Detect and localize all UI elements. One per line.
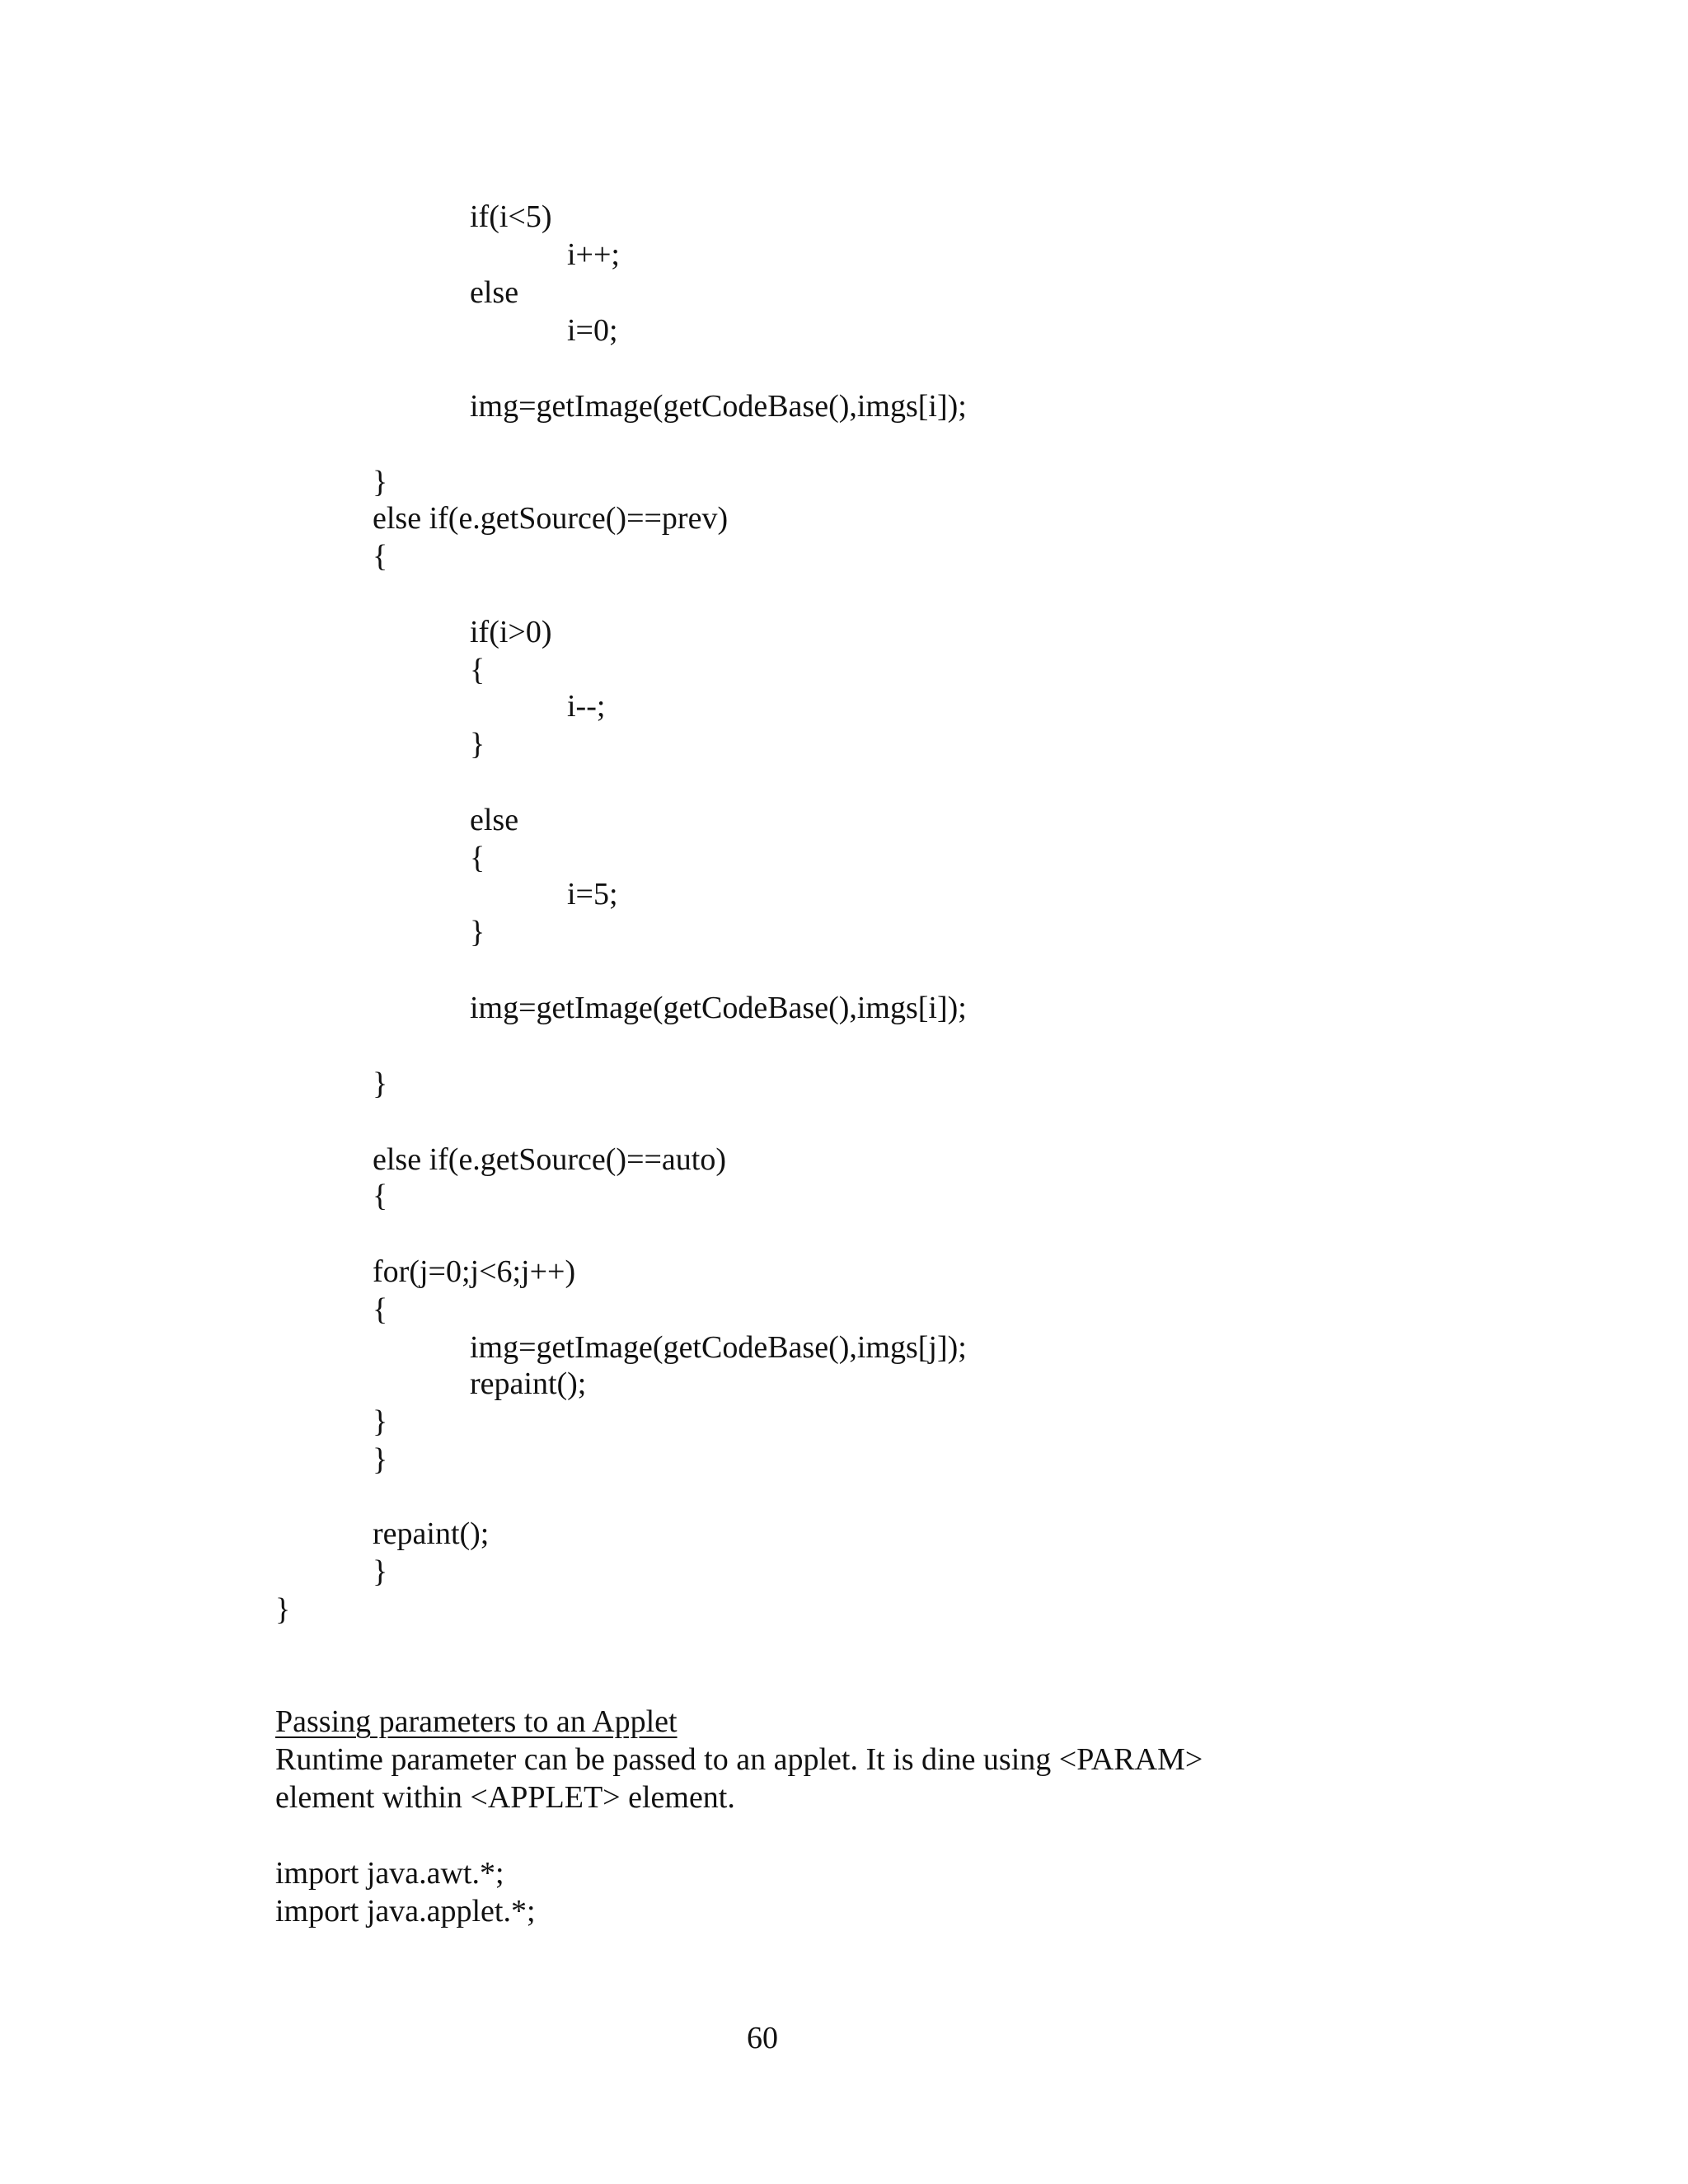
code-line: import java.awt.*; (275, 1856, 504, 1891)
code-line: { (373, 539, 388, 574)
code-line: } (373, 1442, 388, 1477)
code-line: repaint(); (470, 1366, 587, 1401)
page-number: 60 (747, 2021, 778, 2055)
code-line: i--; (567, 689, 606, 724)
code-line: } (373, 1554, 388, 1589)
code-line: else if(e.getSource()==auto) (373, 1142, 727, 1177)
code-line: { (470, 653, 485, 687)
code-line: img=getImage(getCodeBase(),imgs[j]); (470, 1330, 967, 1365)
code-line: } (373, 1404, 388, 1439)
code-line: { (470, 841, 485, 875)
code-line: i++; (567, 237, 620, 272)
paragraph-line: Runtime parameter can be passed to an applet. It is dine using <PARAM> (275, 1742, 1203, 1777)
code-line: { (373, 1179, 388, 1213)
code-line: else (470, 275, 519, 310)
code-line: } (470, 727, 485, 762)
code-line: { (373, 1292, 388, 1327)
code-line: } (275, 1592, 291, 1627)
code-line: if(i<5) (470, 199, 552, 234)
code-line: for(j=0;j<6;j++) (373, 1254, 576, 1289)
code-line: repaint(); (373, 1516, 490, 1551)
code-line: img=getImage(getCodeBase(),imgs[i]); (470, 389, 967, 424)
code-line: import java.applet.*; (275, 1894, 536, 1929)
code-line: else (470, 803, 519, 837)
code-line: img=getImage(getCodeBase(),imgs[i]); (470, 991, 967, 1025)
code-line: if(i>0) (470, 615, 552, 649)
code-line: } (470, 915, 485, 949)
code-line: i=0; (567, 313, 618, 348)
code-line: } (373, 465, 388, 499)
code-line: } (373, 1066, 388, 1101)
code-line: i=5; (567, 877, 618, 912)
section-heading: Passing parameters to an Applet (275, 1704, 678, 1739)
paragraph-line: element within <APPLET> element. (275, 1780, 735, 1815)
code-line: else if(e.getSource()==prev) (373, 501, 729, 536)
